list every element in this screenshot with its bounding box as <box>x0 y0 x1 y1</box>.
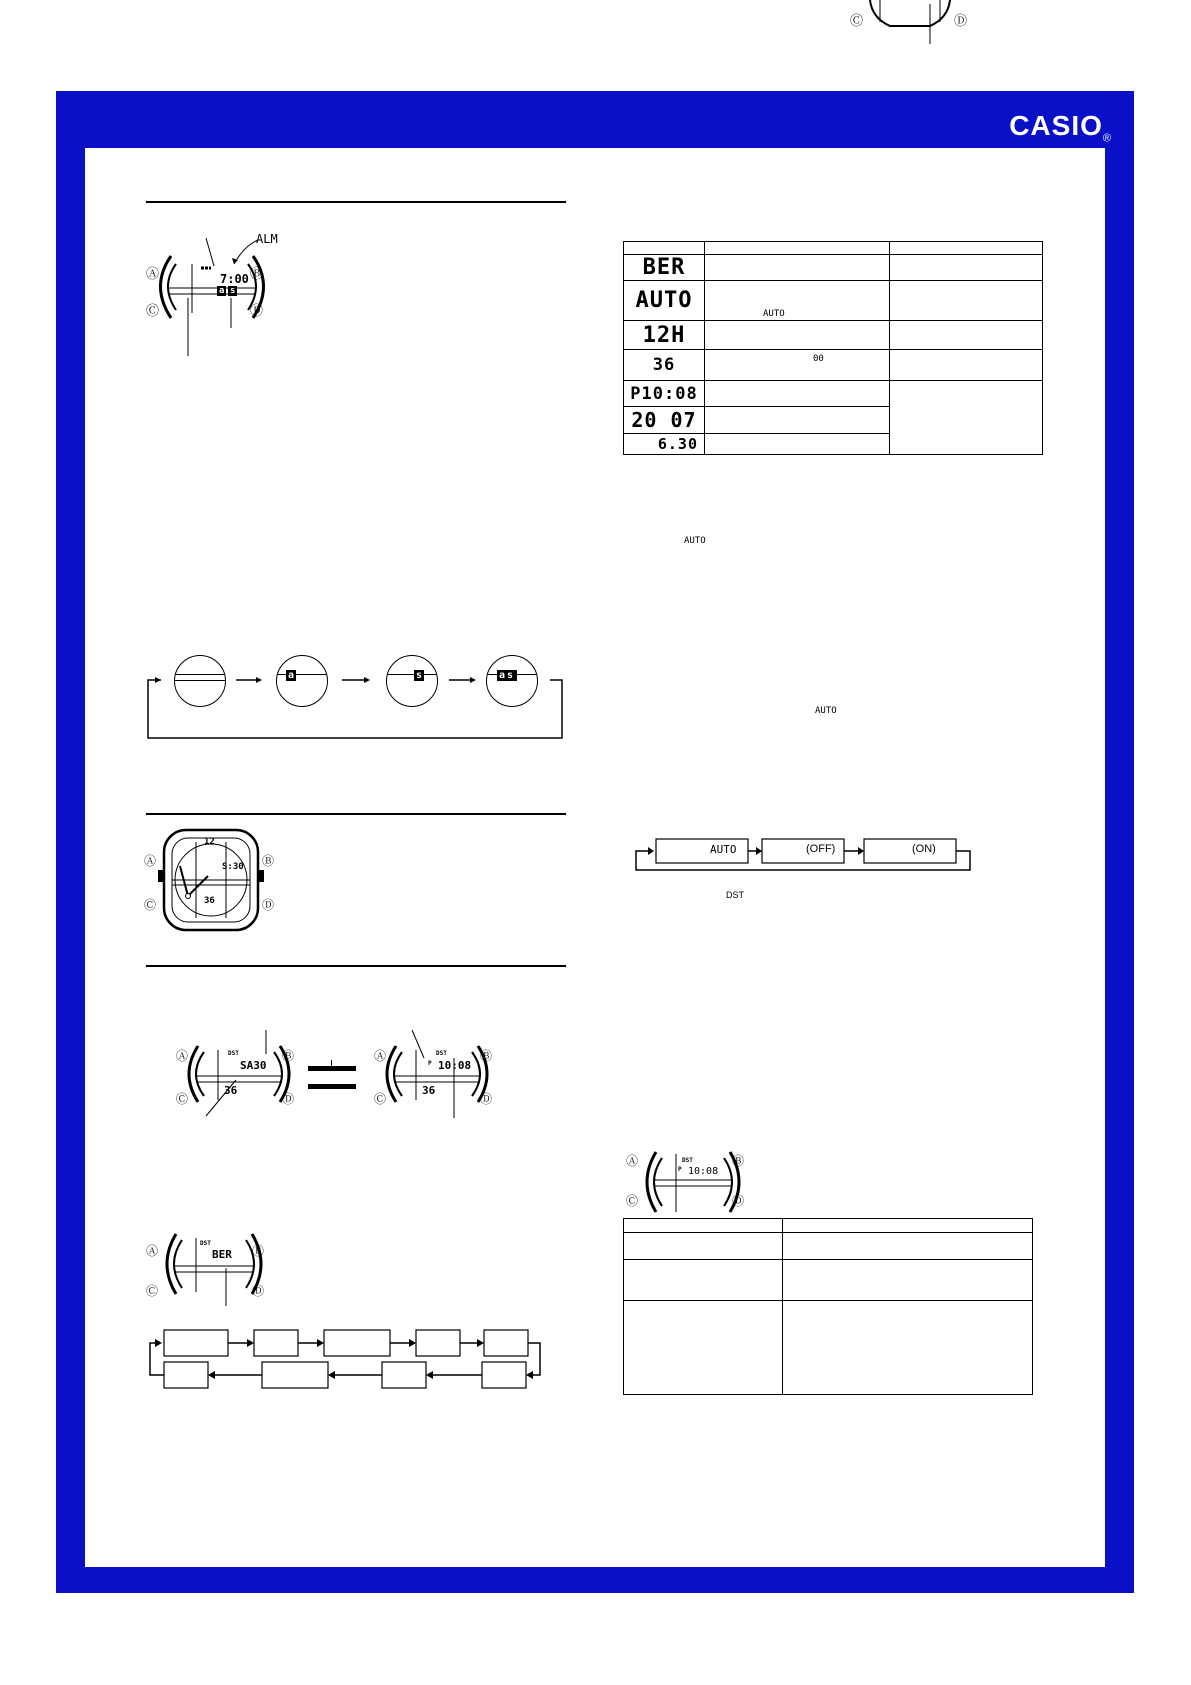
bottom-pm-indicator: P <box>678 1166 682 1173</box>
city-watch <box>156 1228 266 1306</box>
dst-right-pm: P <box>428 1060 432 1067</box>
button-a-label: Ⓐ <box>176 1049 189 1063</box>
dst-setting-cycle <box>634 838 974 872</box>
dst-right-indicator: DST <box>436 1050 447 1057</box>
table-lcd-seconds: 36 <box>624 350 705 381</box>
sequence-indicator-s: s <box>416 670 423 681</box>
sequence-dial-1 <box>174 655 226 707</box>
alarm-indicator-a: a <box>219 286 225 296</box>
equals-symbol <box>308 1060 356 1090</box>
city-dst-indicator: DST <box>200 1240 211 1247</box>
button-a-label: Ⓐ <box>146 266 160 281</box>
dst-cycle-on: (ON) <box>912 843 936 855</box>
button-b-label: Ⓑ <box>262 854 275 868</box>
section-rule-dst <box>146 965 566 967</box>
button-c-label: Ⓒ <box>850 13 864 28</box>
table-note-00: 00 <box>813 354 824 364</box>
dst-indicator-watch <box>636 1148 746 1220</box>
button-c-label: Ⓒ <box>374 1092 387 1106</box>
button-c-label: Ⓒ <box>144 898 157 912</box>
table-lcd-time: P10:08 <box>624 381 705 407</box>
sequence-dial-2 <box>276 655 328 707</box>
alarm-indicator-sequence <box>146 650 566 742</box>
dst-left-lcd-bottom: 36 <box>224 1084 238 1097</box>
setting-sequence-flow <box>146 1328 546 1390</box>
analog-lcd-time: S:30 <box>222 862 244 872</box>
button-a-label: Ⓐ <box>146 1244 159 1258</box>
dial-twelve: 12 <box>204 837 215 847</box>
dst-left-lcd-top: SA30 <box>240 1059 267 1072</box>
table-lcd-auto: AUTO <box>624 281 705 321</box>
table-lcd-year: 20 07 <box>624 407 705 434</box>
button-c-label: Ⓒ <box>176 1092 189 1106</box>
button-a-label: Ⓐ <box>626 1154 639 1168</box>
dst-left-indicator: DST <box>228 1050 239 1057</box>
bottom-lcd-time: 10:08 <box>688 1166 719 1177</box>
top-watch-fragment <box>850 0 970 45</box>
analog-lcd-small: 36 <box>204 896 215 906</box>
section-rule-analog <box>146 813 566 815</box>
button-d-label: Ⓓ <box>262 898 275 912</box>
button-d-label: Ⓓ <box>282 1092 295 1106</box>
table-lcd-city: BER <box>624 255 705 281</box>
button-a-label: Ⓐ <box>144 854 157 868</box>
alarm-indicator-s: s <box>230 286 236 296</box>
sequence-dial-3 <box>386 655 438 707</box>
table-lcd-12h: 12H <box>624 321 705 350</box>
table-note-auto: AUTO <box>763 309 785 319</box>
casio-logo: $CASIO_®$ <box>1009 110 1112 145</box>
dst-cycle-auto: AUTO <box>710 843 737 856</box>
button-b-label: Ⓑ <box>250 266 264 281</box>
city-lcd: BER <box>212 1248 232 1261</box>
button-d-label: Ⓓ <box>480 1092 493 1106</box>
watch-case-outline <box>146 228 376 363</box>
dst-cycle-off: (OFF) <box>806 843 836 855</box>
button-d-label: Ⓓ <box>954 13 968 28</box>
setting-display-table <box>623 241 1043 455</box>
button-d-label: Ⓓ <box>732 1194 745 1208</box>
dst-cycle-note: DST <box>726 890 744 900</box>
bottom-info-table <box>623 1218 1033 1395</box>
button-d-label: Ⓓ <box>252 1284 265 1298</box>
button-c-label: Ⓒ <box>626 1194 639 1208</box>
button-a-label: Ⓐ <box>374 1049 387 1063</box>
dst-right-lcd-bottom: 36 <box>422 1084 436 1097</box>
button-b-label: Ⓑ <box>252 1244 265 1258</box>
dst-watch-left <box>178 1030 298 1120</box>
button-c-label: Ⓒ <box>146 303 160 318</box>
sequence-indicator-as: as <box>499 670 516 681</box>
bottom-dst-indicator: DST <box>682 1157 693 1164</box>
button-b-label: Ⓑ <box>282 1049 295 1063</box>
sequence-indicator-a: a <box>288 670 295 681</box>
watch-case-fragment <box>850 0 970 45</box>
section-rule-alarm <box>146 201 566 203</box>
table-lcd-date: 6.30 <box>624 434 705 455</box>
button-b-label: Ⓑ <box>480 1049 493 1063</box>
dst-watch-right <box>376 1030 496 1120</box>
button-c-label: Ⓒ <box>146 1284 159 1298</box>
sequence-dial-4 <box>486 655 538 707</box>
alarm-lcd-time: 7:00 <box>220 272 249 286</box>
analog-watch-illustration <box>146 828 276 933</box>
inline-auto-mark-1: AUTO <box>684 536 706 546</box>
dst-right-lcd-top: 10:08 <box>438 1059 472 1072</box>
alm-label: ALM <box>256 232 278 246</box>
inline-auto-mark-2: AUTO <box>815 706 837 716</box>
alarm-watch-illustration <box>146 228 376 363</box>
button-b-label: Ⓑ <box>732 1154 745 1168</box>
button-d-label: Ⓓ <box>250 303 264 318</box>
